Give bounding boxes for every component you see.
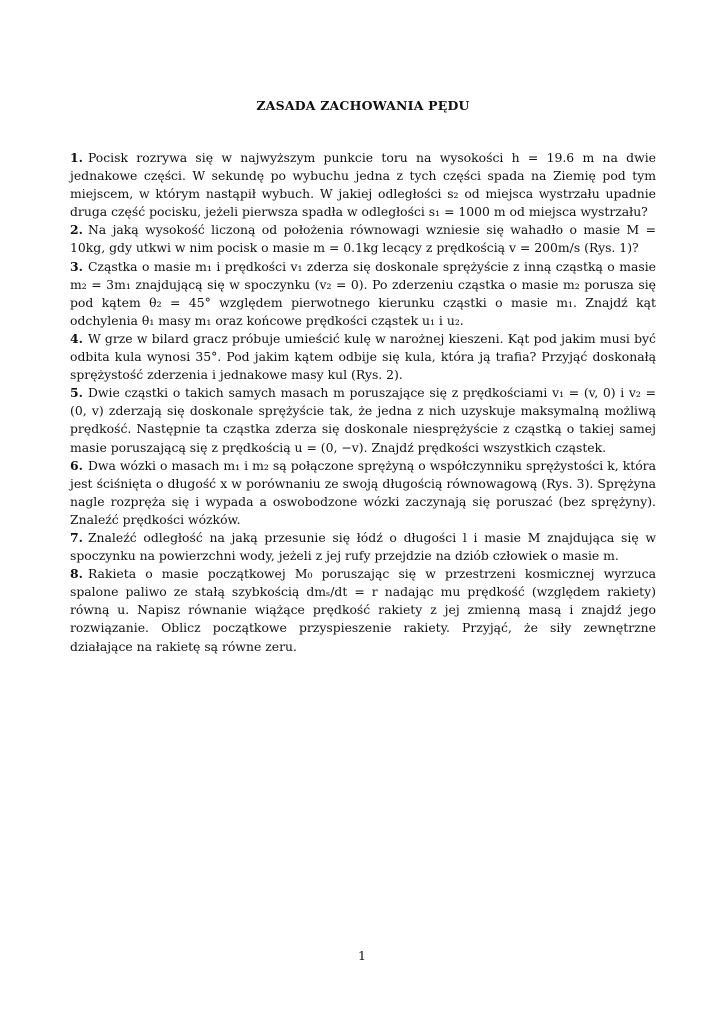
problem-8 (70, 565, 656, 655)
problem-6 (70, 457, 656, 529)
problem-4 (70, 330, 656, 384)
problem-text: Na jaką wysokość liczoną od położenia równowagi wzniesie się wahadło o masie M = 10kg, gdy utkwi w nim pocisk o masie m = 0.1kg lecący z prędkością v = 200m/s (Rys. 1)? (70, 222, 656, 256)
page-number: 1 (358, 948, 366, 963)
problem-text: W grze w bilard gracz próbuje umieścić kulę w narożnej kieszeni. Kąt pod jakim musi być odbita kula wynosi 35°. Pod jakim kątem odbije się kula, która ją trafia? Przyjąć doskonałą sprężystość zderzenia i jednakowe masy kul (Rys. 2). (70, 330, 656, 383)
problem-2 (70, 221, 656, 257)
problem-text: Rakieta o masie początkowej M₀ poruszając się w przestrzeni kosmicznej wyrzuca spalone paliwo ze stałą szybkością dmₛ/dt = r nadając mu prędkość (względem rakiety) równą u. Napisz równanie wiążące prędkość rakiety z jej zmienną masą i znajdź jego rozwiązanie. Oblicz początkowe przyspieszenie rakiety. Przyjąć, że siły zewnętrzne działające na rakietę są równe zeru. (70, 566, 656, 654)
problem-5 (70, 384, 656, 456)
problem-number: 3. (70, 258, 83, 274)
problem-number: 2. (70, 222, 83, 238)
problem-list (70, 149, 656, 656)
problem-number: 7. (70, 529, 83, 545)
problem-number: 1. (70, 150, 83, 165)
problem-text: Znaleźć odległość na jaką przesunie się łódź o długości l i masie M znajdująca się w spoczynku na powierzchni wody, jeżeli z jej rufy przejdzie na dziób człowiek o masie m. (70, 529, 656, 564)
problem-3 (70, 258, 656, 330)
problem-text: Cząstka o masie m₁ i prędkości v₁ zderza się doskonale sprężyście z inną cząstką o masie m₂ = 3m₁ znajdującą się w spoczynku (v₂ = 0). Po zderzeniu cząstka o masie m₂ porusza się pod kątem θ₂ = 45° względem pierwotnego kierunku cząstki o masie m₁. Znajdź kąt odchylenia θ₁ masy m₁ oraz końcowe prędkości cząstek u₁ i u₂. (70, 258, 656, 328)
problem-7 (70, 529, 656, 565)
problem-text: Pocisk rozrywa się w najwyższym punkcie toru na wysokości h = 19.6 m na dwie jednakowe części. W sekundę po wybuchu jedna z tych części spada na Ziemię pod tym miejscem, w którym nastąpił wybuch. W jakiej odległości s₂ od miejsca wystrzału upadnie druga część pocisku, jeżeli pierwsza spadła w odległości s₁ = 1000 m od miejsca wystrzału? (70, 150, 656, 220)
problem-text: Dwa wózki o masach m₁ i m₂ są połączone sprężyną o współczynniku sprężystości k, która jest ściśnięta o długość x w porównaniu ze swoją długością równowagową (Rys. 3). Sprężyna nagle rozpręża się i wypada a oswobodzone wózki zaczynają się poruszać (bez sprężyny). Znaleźć prędkości wózków. (70, 457, 656, 527)
problem-number: 8. (70, 566, 83, 582)
problem-number: 6. (70, 457, 83, 473)
problem-number: 5. (70, 385, 83, 401)
page-title: ZASADA ZACHOWANIA PĘDU (256, 98, 470, 113)
problem-1 (70, 149, 656, 221)
problem-text: Dwie cząstki o takich samych masach m poruszające się z prędkościami v₁ = (v, 0) i v₂ = (0, v) zderzają się doskonale sprężyście tak, że jedna z nich uzyskuje maksymalną możliwą prędkość. Następnie ta cząstka zderza się doskonale niesprężyście z cząstką o takiej samej masie poruszającą się z prędkością u = (0, −v). Znajdź prędkości wszystkich cząstek. (70, 385, 656, 455)
problem-number: 4. (70, 330, 83, 346)
